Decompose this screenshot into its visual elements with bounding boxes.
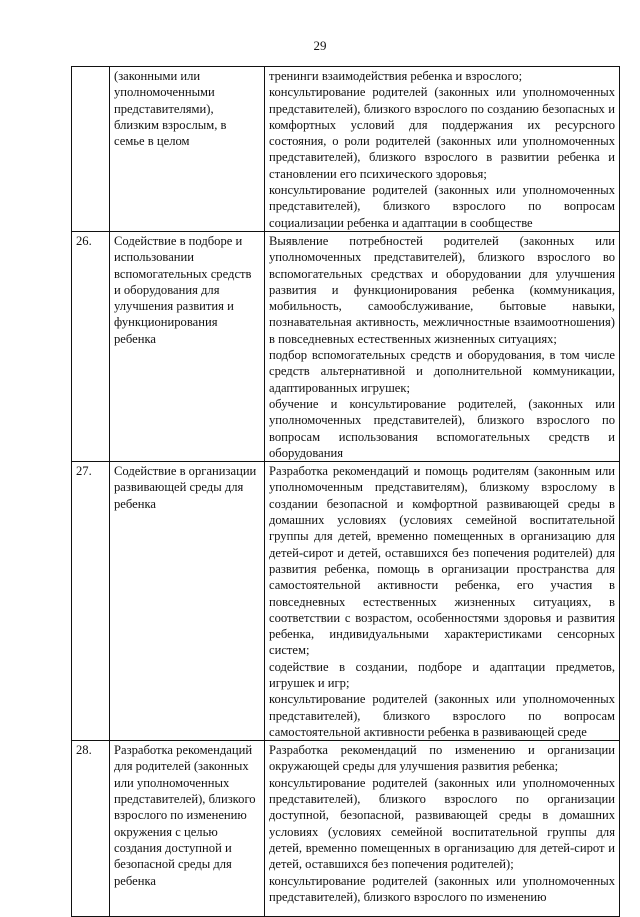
description-paragraph: Разработка рекомендаций по изменению и организации окружающей среды для улучшения развития ребенка; xyxy=(269,743,615,774)
table-row xyxy=(72,231,620,461)
service-name: Содействие в подборе и использовании вспомогательных средств и оборудования для улучшения развития и функционирования ребенка xyxy=(110,231,265,461)
service-description xyxy=(265,741,620,917)
service-name: (законными или уполномоченными представителями), близким взрослым, в семье в целом xyxy=(110,67,265,232)
service-description xyxy=(265,231,620,461)
description-paragraph: подбор вспомогательных средств и оборудования, в том числе средств альтернативной и дополнительной коммуникации, адаптированных игрушек; xyxy=(269,348,615,395)
services-table xyxy=(71,66,620,917)
description-paragraph: содействие в создании, подборе и адаптации предметов, игрушек и игр; xyxy=(269,659,615,690)
service-description xyxy=(265,462,620,741)
service-description xyxy=(265,67,620,232)
service-name: Разработка рекомендаций для родителей (законных или уполномоченных представителей), близкого взрослого по изменению окружения с целью создания доступной и безопасной среды для ребенка xyxy=(110,741,265,917)
description-paragraph: тренинги взаимодействия ребенка и взрослого; xyxy=(269,69,523,83)
description-paragraph: консультирование родителей (законных или уполномоченных представителей), близкого взрослого по вопросам социализации ребенка и адаптации в сообществе xyxy=(269,183,615,230)
description-paragraph: консультирование родителей (законных или уполномоченных представителей), близкого взрослого по вопросам самостоятельной активности ребенка в развивающей среде xyxy=(269,692,615,739)
page-number: 29 xyxy=(313,38,327,53)
description-paragraph: Выявление потребностей родителей (законных или уполномоченных представителей), близкого взрослого во вспомогательных средствах и оборудовании для улучшения развития и функционирования ребенка (коммуникация, мобильность, самообслуживание, бытовые навыки, познавательная активность, межличностные взаимоотношения) в повседневных естественных жизненных ситуациях; xyxy=(269,233,615,346)
description-paragraph: Разработка рекомендаций и помощь родителям (законным или уполномоченным представителям), близкому взрослому в создании безопасной и комфортной развивающей среды в домашних условиях (условиях семейной воспитательной группы для детей, временно помещенных в организацию для детей-сирот и детей, оставшихся без попечения родителей) для развития ребенка, помощь в организации пространства для самостоятельной активности ребенка, его участия в повседневных естественных жизненных ситуациях, в соответствии с возрастом, особенностями здоровья и развития ребенка, индивидуальными характеристиками сенсорных систем; xyxy=(269,464,615,658)
table-row xyxy=(72,462,620,741)
service-name: Содействие в организации развивающей среды для ребенка xyxy=(110,462,265,741)
row-number: 28. xyxy=(72,741,110,917)
description-paragraph: консультирование родителей (законных или уполномоченных представителей), близкого взрослого по созданию безопасных и комфортных условий для поддержания их ресурсного состояния, о роли родителей (законных или уполномоченных представителей), близкого взрослого в развитии ребенка и становлении его психического здоровья; xyxy=(269,85,615,181)
description-paragraph: консультирование родителей (законных или уполномоченных представителей), близкого взрослого по организации доступной, безопасной, развивающей среды в домашних условиях (условиях семейной воспитательной группы для детей, временно помещенных в организацию для детей-сирот и детей, оставшихся без попечения родителей); xyxy=(269,775,615,872)
table-row xyxy=(72,67,620,232)
description-paragraph: обучение и консультирование родителей, (законных или уполномоченных представителей), близкого взрослого по вопросам использования вспомогательных средств и оборудования xyxy=(269,396,615,460)
row-number: 27. xyxy=(72,462,110,741)
row-number xyxy=(72,67,110,232)
description-paragraph: консультирование родителей (законных или уполномоченных представителей), близкого взрослого по изменению xyxy=(269,873,615,904)
row-number: 26. xyxy=(72,231,110,461)
table-row xyxy=(72,741,620,917)
